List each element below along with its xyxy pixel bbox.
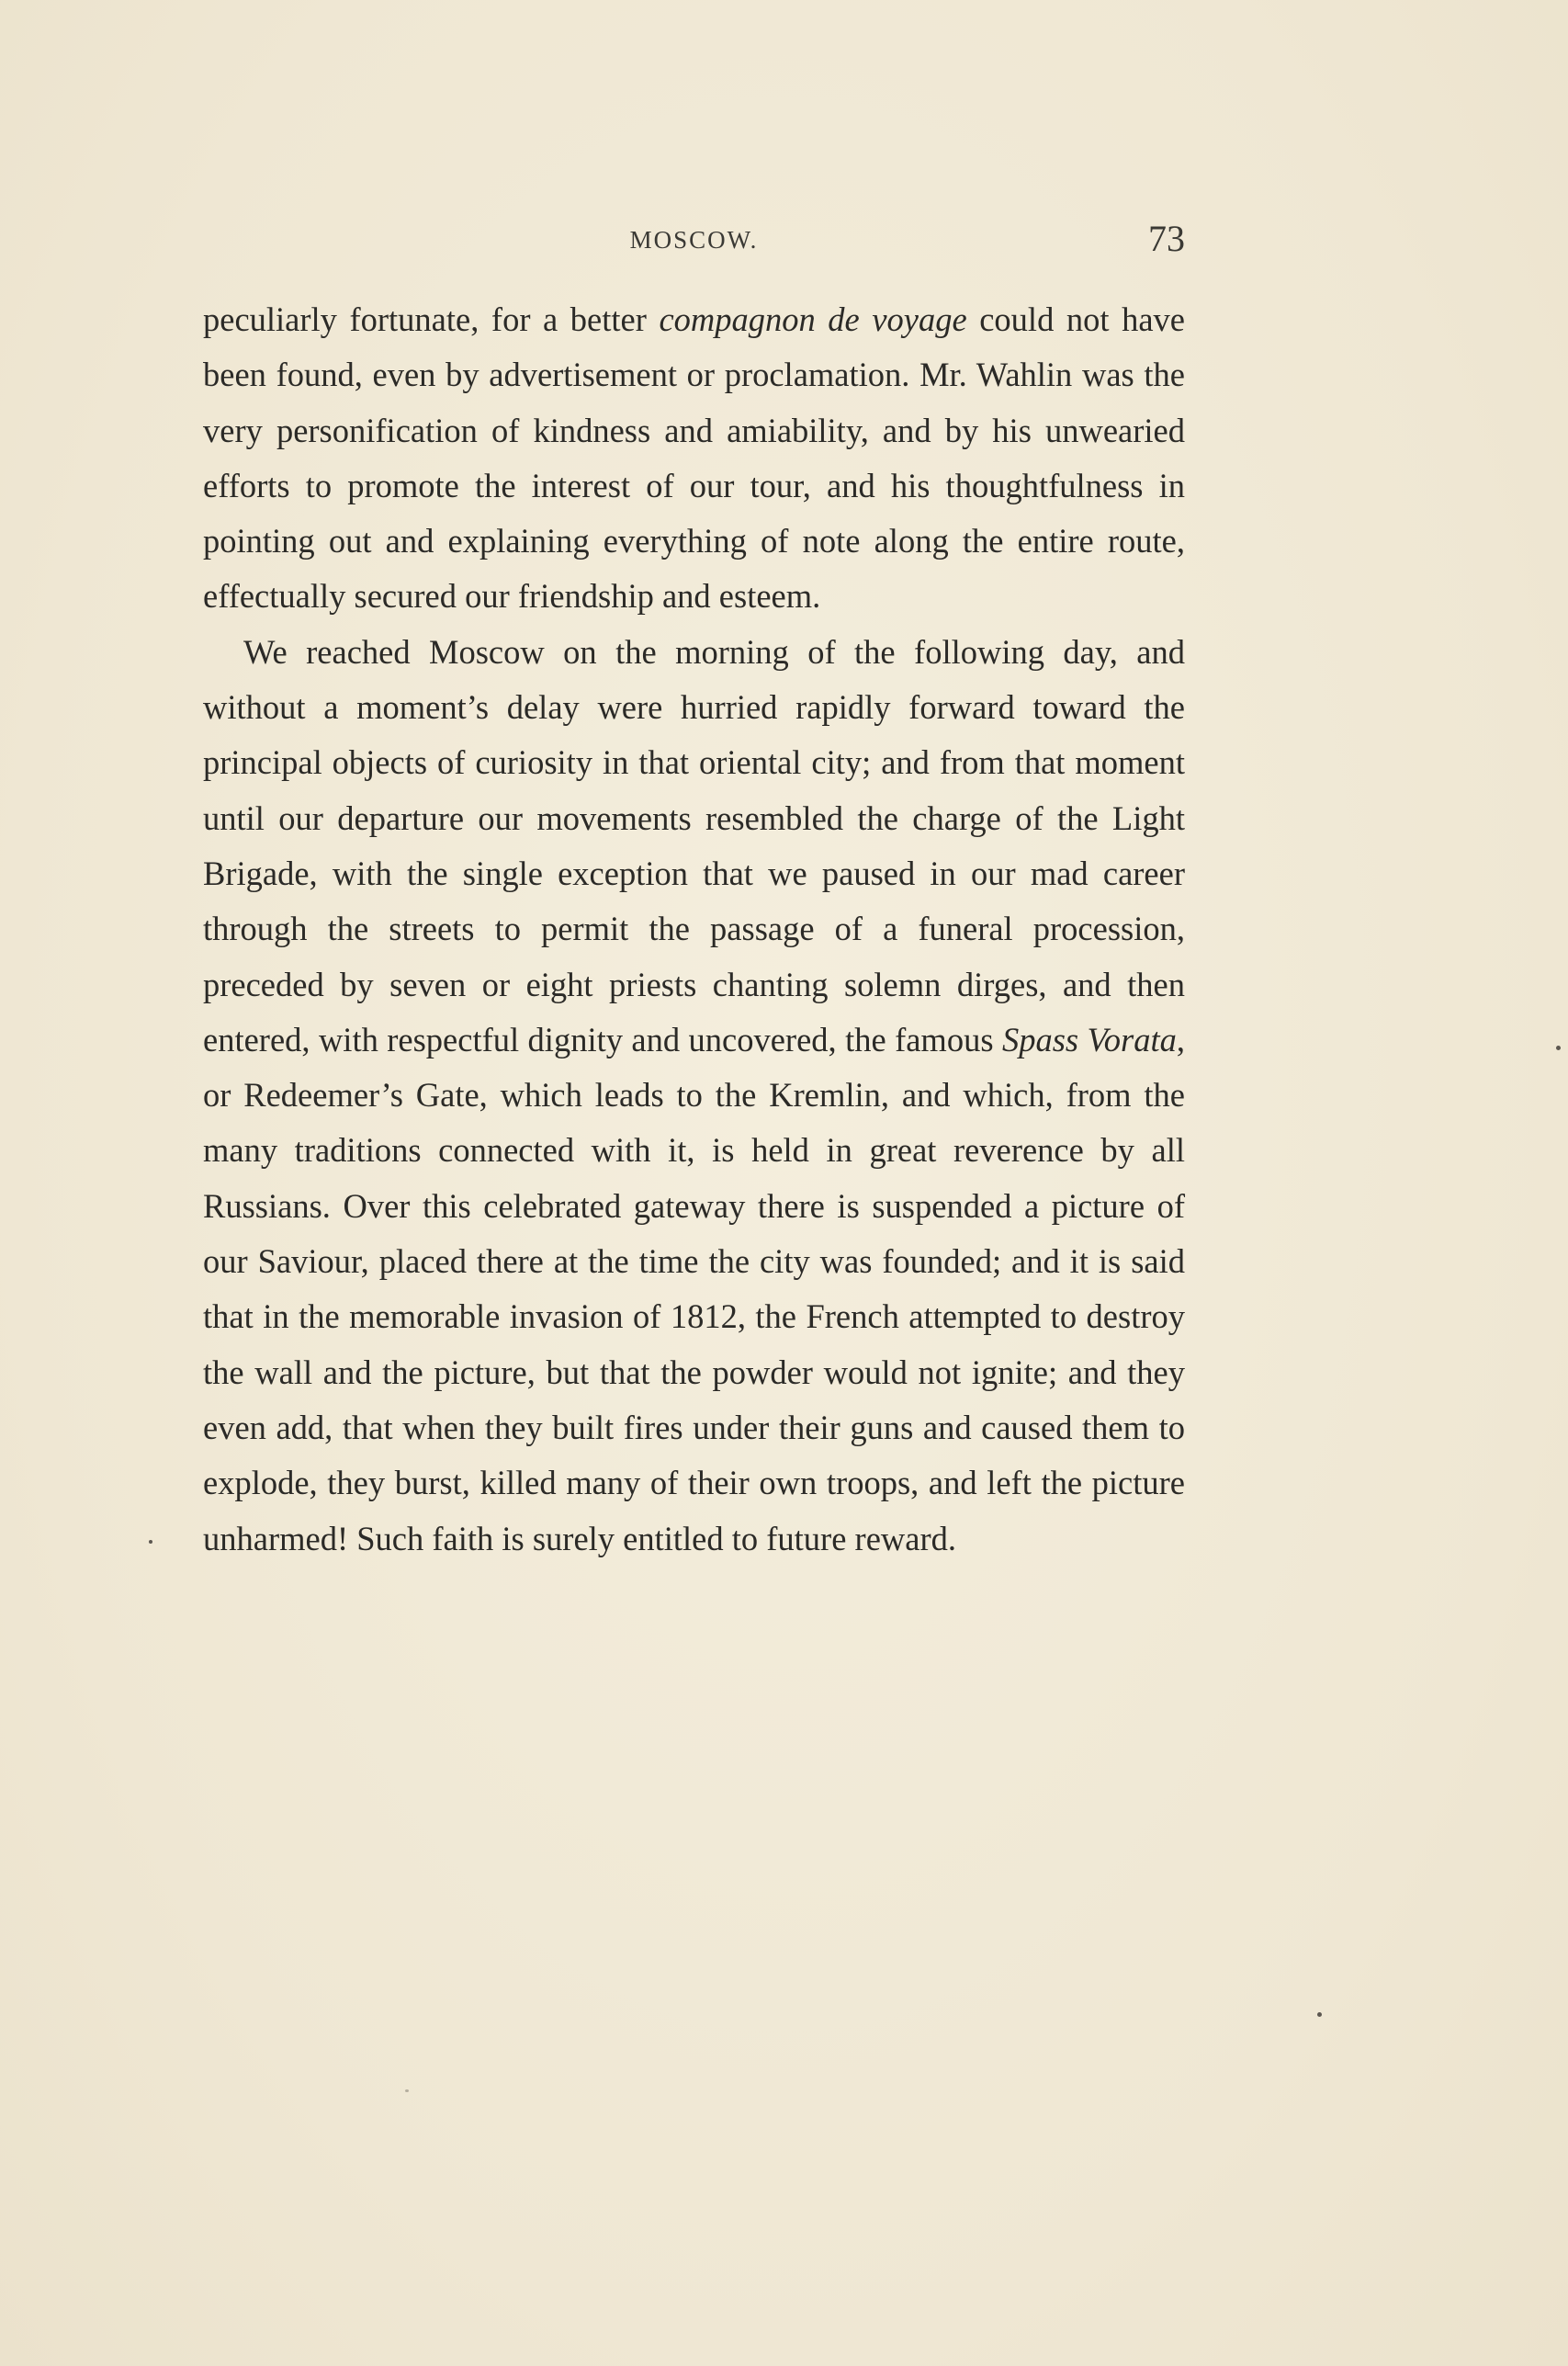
paper-speck — [405, 2089, 409, 2092]
paragraph — [203, 292, 1185, 625]
text-run: peculiarly fortunate, for a better — [203, 300, 660, 338]
paragraph — [203, 625, 1185, 1567]
text-run: , or Redeemer’s Gate, which leads to the Kremlin, and which, from the many traditions connected with it, is held in great reverence by all Russians. Over this celebrated gateway there is suspended a picture of our Saviour, placed there at the time the city was founded; and it is said that in the memorable invasion of 1812, the French attempted to destroy the wall and the picture, but that the powder would not ignite; and they even add, that when they built fires under their guns and caused them to explode, they burst, killed many of their own troops, and left the picture unharmed! Such faith is surely entitled to future reward. — [203, 1020, 1185, 1557]
text-run: could not have been found, even by advertisement or proclamation. Mr. Wahlin was the very personification of kindness and amiability, and by his unwearied efforts to promote the interest of our tour, and his thoughtfulness in pointing out and explaining everything of note along the entire route, effectually secured our friendship and esteem. — [203, 300, 1185, 616]
page-number: 73 — [1148, 218, 1185, 259]
body-text — [203, 292, 1185, 1567]
text-run: We reached Moscow on the morning of the following day, and without a moment’s delay were hurried rapidly forward toward the principal objects of curiosity in that oriental city; and from that moment until our departure our movements resembled the charge of the Light Brigade, with the single exception that we paused in our mad career through the streets to permit the passage of a funeral procession, preceded by seven or eight priests chanting solemn dirges, and then entered, with respectful dignity and uncovered, the famous — [203, 632, 1185, 1058]
paper-speck — [1317, 2012, 1322, 2017]
paper-speck — [1556, 1046, 1561, 1050]
paper-speck — [149, 1540, 152, 1544]
italic-phrase: Spass Vorata — [1001, 1020, 1177, 1058]
running-head: MOSCOW. — [629, 226, 759, 254]
italic-phrase: compagnon de voyage — [659, 300, 967, 338]
page-header — [203, 217, 1185, 263]
